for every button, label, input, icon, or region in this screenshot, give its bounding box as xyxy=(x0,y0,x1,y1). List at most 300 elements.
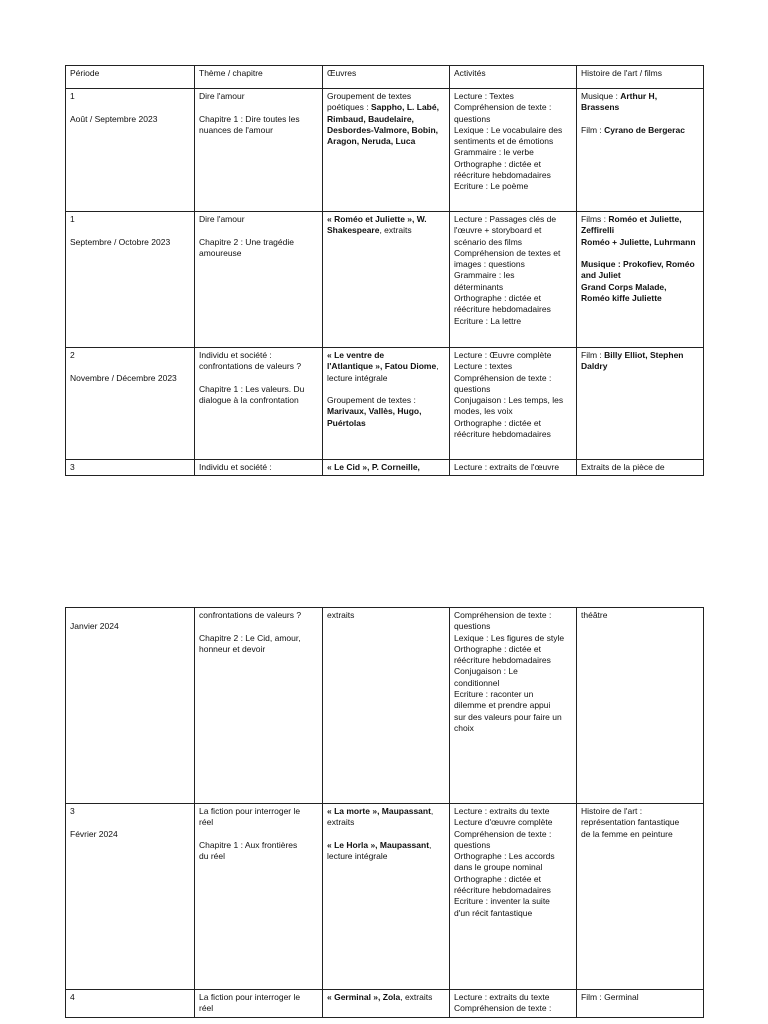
cell-line xyxy=(454,666,572,677)
text: confrontations de valeurs ? xyxy=(199,361,302,372)
text: amoureuse xyxy=(199,247,242,258)
text: Chapitre 1 : Les valeurs. Du xyxy=(199,383,305,394)
text: 1 xyxy=(70,91,75,101)
text: Orthographe : dictée et xyxy=(454,293,541,304)
cell-activites xyxy=(450,89,577,212)
text: Orthographe : dictée et xyxy=(454,417,541,428)
cell-line xyxy=(199,851,318,862)
text: poétiques : xyxy=(327,102,371,113)
text: Compréhension de texte : xyxy=(454,1003,552,1014)
cell-line xyxy=(454,1003,572,1014)
cell-line xyxy=(454,429,572,440)
text: conditionnel xyxy=(454,677,500,688)
text: Lecture : extraits du texte xyxy=(454,806,550,816)
bold-text: l'Atlantique », Fatou Diome xyxy=(327,361,437,372)
bold-text: Zeffirelli xyxy=(581,225,615,236)
cell-oeuvres xyxy=(323,460,450,476)
cell-theme xyxy=(195,608,323,804)
text: Film : xyxy=(581,124,605,135)
cell-periode xyxy=(66,212,195,348)
cell-histoire-art xyxy=(577,990,704,1018)
text: dans le groupe nominal xyxy=(454,862,543,873)
header-theme: Thème / chapitre xyxy=(195,66,323,89)
text: Septembre / Octobre 2023 xyxy=(70,236,171,247)
table-row xyxy=(66,460,704,476)
text: Individu et société : xyxy=(199,462,272,472)
cell-line xyxy=(454,304,572,315)
text: 1 xyxy=(70,214,75,224)
cell-line xyxy=(581,248,699,259)
text: 3 xyxy=(70,806,75,816)
cell-line xyxy=(454,406,572,417)
cell-line xyxy=(70,214,190,225)
cell-line xyxy=(581,270,699,281)
bold-text: Cyrano de Bergerac xyxy=(604,124,685,135)
cell-line xyxy=(454,885,572,896)
text: , xyxy=(436,361,439,372)
text: , xyxy=(429,839,432,850)
text: Individu et société : xyxy=(199,350,272,360)
cell-activites xyxy=(450,608,577,804)
cell-line xyxy=(199,114,318,125)
cell-theme xyxy=(195,804,323,990)
cell-line xyxy=(199,373,318,384)
text: Lecture : Œuvre complète xyxy=(454,350,552,360)
text: 4 xyxy=(70,992,75,1002)
cell-line xyxy=(199,840,318,851)
table-row xyxy=(66,212,704,348)
cell-line xyxy=(199,361,318,372)
cell-line xyxy=(327,806,445,817)
bold-text: Billy Elliot, Stephen xyxy=(604,350,684,360)
table-row xyxy=(66,804,704,990)
cell-line xyxy=(454,610,572,621)
cell-line xyxy=(454,114,572,125)
text: confrontations de valeurs ? xyxy=(199,610,302,620)
cell-line xyxy=(327,214,445,225)
text: sur des valeurs pour faire un xyxy=(454,711,562,722)
cell-line xyxy=(199,225,318,236)
cell-line xyxy=(327,91,445,102)
text: images : questions xyxy=(454,259,525,270)
cell-periode xyxy=(66,460,195,476)
cell-activites xyxy=(450,804,577,990)
text: , extraits xyxy=(400,992,433,1002)
cell-line xyxy=(454,817,572,828)
text: théâtre xyxy=(581,610,608,620)
program-table-page-2 xyxy=(65,607,704,1018)
header-periode: Période xyxy=(66,66,195,89)
bold-text: Daldry xyxy=(581,361,608,372)
cell-line xyxy=(327,384,445,395)
cell-line xyxy=(327,125,445,136)
bold-text: Roméo et Juliette, xyxy=(608,214,682,224)
cell-line xyxy=(70,992,190,1003)
cell-line xyxy=(454,91,572,102)
cell-line xyxy=(327,114,445,125)
cell-periode xyxy=(66,804,195,990)
text: Lecture : extraits du texte xyxy=(454,992,550,1002)
cell-line xyxy=(70,610,190,621)
cell-line xyxy=(454,147,572,158)
text: La fiction pour interroger le xyxy=(199,806,301,816)
cell-line xyxy=(199,91,318,102)
cell-line xyxy=(454,225,572,236)
text: Novembre / Décembre 2023 xyxy=(70,372,177,383)
text: Groupement de textes xyxy=(327,91,412,101)
cell-line xyxy=(70,462,190,473)
text: questions xyxy=(454,621,491,632)
cell-line xyxy=(199,237,318,248)
cell-line xyxy=(454,170,572,181)
text: Compréhension de texte : xyxy=(454,102,552,113)
header-activites: Activités xyxy=(450,66,577,89)
text: Conjugaison : Les temps, les xyxy=(454,395,564,406)
cell-line xyxy=(199,350,318,361)
cell-line xyxy=(454,270,572,281)
text: dialogue à la confrontation xyxy=(199,395,299,406)
table-row xyxy=(66,608,704,804)
program-table-page-1 xyxy=(65,65,704,476)
text: lecture intégrale xyxy=(327,851,388,862)
text: questions xyxy=(454,113,491,124)
text: extraits xyxy=(327,610,355,620)
text: Compréhension de textes et xyxy=(454,247,561,258)
text: , xyxy=(430,806,434,816)
text: Orthographe : dictée et xyxy=(454,873,541,884)
cell-line xyxy=(199,817,318,828)
cell-line xyxy=(70,829,190,840)
cell-theme xyxy=(195,212,323,348)
cell-line xyxy=(581,462,699,473)
bold-text: Aragon, Neruda, Luca xyxy=(327,136,416,147)
cell-line xyxy=(454,373,572,384)
text: Conjugaison : Le xyxy=(454,666,518,677)
cell-line xyxy=(327,350,445,361)
table-row xyxy=(66,348,704,460)
header-histoire-art: Histoire de l'art / films xyxy=(577,66,704,89)
text: Lecture : Textes xyxy=(454,91,514,101)
cell-theme xyxy=(195,348,323,460)
text: réécriture hebdomadaires xyxy=(454,885,551,896)
text: , extraits xyxy=(379,225,412,236)
cell-line xyxy=(327,992,445,1003)
cell-line xyxy=(199,395,318,406)
text: Chapitre 2 : Une tragédie xyxy=(199,236,294,247)
text: Films : xyxy=(581,214,609,224)
cell-line xyxy=(199,1003,318,1014)
text: honneur et devoir xyxy=(199,643,266,654)
table-row xyxy=(66,89,704,212)
cell-line xyxy=(454,316,572,327)
cell-line xyxy=(454,840,572,851)
cell-line xyxy=(581,125,699,136)
cell-line xyxy=(327,851,445,862)
cell-line xyxy=(327,462,445,473)
cell-line xyxy=(454,395,572,406)
cell-line xyxy=(581,237,699,248)
cell-line xyxy=(327,406,445,417)
cell-histoire-art xyxy=(577,348,704,460)
bold-text: Puértolas xyxy=(327,417,366,428)
cell-line xyxy=(199,214,318,225)
cell-line xyxy=(454,655,572,666)
text: Musique : xyxy=(581,91,621,101)
text: Compréhension de texte : xyxy=(454,610,552,620)
cell-line xyxy=(454,125,572,136)
cell-line xyxy=(454,908,572,919)
cell-line xyxy=(454,633,572,644)
cell-line xyxy=(581,282,699,293)
text: questions xyxy=(454,839,491,850)
text: représentation fantastique xyxy=(581,817,680,828)
cell-line xyxy=(454,282,572,293)
cell-line xyxy=(70,225,190,236)
bold-text: Roméo kiffe Juliette xyxy=(581,293,662,304)
text: scénario des films xyxy=(454,236,523,247)
cell-theme xyxy=(195,460,323,476)
text: réécriture hebdomadaires xyxy=(454,170,551,181)
cell-histoire-art xyxy=(577,804,704,990)
cell-line xyxy=(70,373,190,384)
cell-line xyxy=(199,621,318,632)
text: Extraits de la pièce de xyxy=(581,462,665,472)
bold-text: Brassens xyxy=(581,102,620,113)
bold-text: « La morte », Maupassant xyxy=(327,806,431,816)
cell-line xyxy=(454,418,572,429)
cell-line xyxy=(199,644,318,655)
cell-line xyxy=(454,159,572,170)
text: réécriture hebdomadaires xyxy=(454,304,551,315)
cell-line xyxy=(327,829,445,840)
text: du réel xyxy=(199,851,225,862)
cell-line xyxy=(327,225,445,236)
bold-text: « Le Horla », Maupassant xyxy=(327,839,430,850)
cell-oeuvres xyxy=(323,608,450,804)
cell-line xyxy=(70,91,190,102)
cell-theme xyxy=(195,89,323,212)
cell-line xyxy=(454,102,572,113)
cell-line xyxy=(454,136,572,147)
cell-line xyxy=(454,384,572,395)
cell-periode xyxy=(66,990,195,1018)
bold-text: « Germinal », Zola xyxy=(327,992,401,1002)
cell-line xyxy=(581,806,699,817)
text: questions xyxy=(454,383,491,394)
bold-text: Rimbaud, Baudelaire, xyxy=(327,113,414,124)
cell-line xyxy=(581,817,699,828)
text: Orthographe : dictée et xyxy=(454,643,541,654)
cell-line xyxy=(454,700,572,711)
cell-line xyxy=(327,395,445,406)
cell-line xyxy=(327,373,445,384)
text: réécriture hebdomadaires xyxy=(454,655,551,666)
text: Compréhension de texte : xyxy=(454,372,552,383)
cell-line xyxy=(454,462,572,473)
cell-oeuvres xyxy=(323,990,450,1018)
cell-activites xyxy=(450,460,577,476)
text: Groupement de textes : xyxy=(327,395,416,406)
cell-line xyxy=(454,259,572,270)
cell-line xyxy=(199,829,318,840)
cell-line xyxy=(454,350,572,361)
text: Compréhension de texte : xyxy=(454,828,552,839)
cell-line xyxy=(327,610,445,621)
cell-line xyxy=(327,102,445,113)
cell-line xyxy=(70,102,190,113)
text: réel xyxy=(199,817,214,828)
cell-line xyxy=(581,225,699,236)
text: dilemme et prendre appui xyxy=(454,700,551,711)
bold-text: Desbordes-Valmore, Bobin, xyxy=(327,124,438,135)
text: Lecture : extraits de l'œuvre xyxy=(454,462,560,472)
cell-line xyxy=(454,874,572,885)
text: Lecture : Passages clés de xyxy=(454,214,557,224)
cell-line xyxy=(70,350,190,361)
text: l'œuvre + storyboard et xyxy=(454,225,542,236)
table-row xyxy=(66,990,704,1018)
cell-line xyxy=(581,610,699,621)
cell-line xyxy=(199,125,318,136)
cell-line xyxy=(581,350,699,361)
cell-line xyxy=(199,384,318,395)
cell-line xyxy=(581,829,699,840)
cell-line xyxy=(327,840,445,851)
cell-line xyxy=(454,851,572,862)
cell-line xyxy=(199,248,318,259)
cell-activites xyxy=(450,348,577,460)
header-oeuvres: Œuvres xyxy=(323,66,450,89)
text: Film : Germinal xyxy=(581,992,639,1002)
bold-text: « Le Cid », P. Corneille, xyxy=(327,462,420,472)
text: 3 xyxy=(70,462,75,472)
text: modes, les voix xyxy=(454,406,513,417)
cell-activites xyxy=(450,990,577,1018)
cell-line xyxy=(327,817,445,828)
bold-text: Roméo + Juliette, Luhrmann xyxy=(581,236,696,247)
cell-line xyxy=(199,633,318,644)
text: Grammaire : le verbe xyxy=(454,147,534,158)
text: Chapitre 2 : Le Cid, amour, xyxy=(199,632,301,643)
cell-line xyxy=(70,361,190,372)
text: Février 2024 xyxy=(70,828,118,839)
text: d'un récit fantastique xyxy=(454,907,533,918)
cell-oeuvres xyxy=(323,89,450,212)
cell-line xyxy=(454,689,572,700)
cell-line xyxy=(581,361,699,372)
bold-text: Shakespeare xyxy=(327,225,380,236)
text: Dire l'amour xyxy=(199,214,245,224)
cell-line xyxy=(454,678,572,689)
cell-line xyxy=(454,621,572,632)
cell-line xyxy=(70,806,190,817)
text: réécriture hebdomadaires xyxy=(454,429,551,440)
cell-histoire-art xyxy=(577,608,704,804)
bold-text: Arthur H, xyxy=(620,91,658,101)
cell-line xyxy=(454,644,572,655)
cell-line xyxy=(199,102,318,113)
cell-line xyxy=(327,418,445,429)
cell-periode xyxy=(66,89,195,212)
cell-oeuvres xyxy=(323,348,450,460)
text: Lecture : textes xyxy=(454,361,513,372)
table-header-row xyxy=(66,66,704,89)
cell-periode xyxy=(66,348,195,460)
bold-text: Marivaux, Vallès, Hugo, xyxy=(327,406,422,417)
text: Grammaire : les xyxy=(454,270,515,281)
text: nuances de l'amour xyxy=(199,124,273,135)
text: Ecriture : Le poème xyxy=(454,181,529,192)
cell-line xyxy=(199,806,318,817)
cell-line xyxy=(581,102,699,113)
text: Lecture d'œuvre complète xyxy=(454,817,553,828)
text: réel xyxy=(199,1003,214,1014)
cell-line xyxy=(454,806,572,817)
cell-activites xyxy=(450,212,577,348)
cell-line xyxy=(454,712,572,723)
bold-text: Grand Corps Malade, xyxy=(581,281,667,292)
cell-line xyxy=(454,181,572,192)
bold-text: Musique : Prokofiev, Roméo xyxy=(581,259,695,270)
text: La fiction pour interroger le xyxy=(199,992,301,1002)
text: Ecriture : inventer la suite xyxy=(454,896,550,907)
text: déterminants xyxy=(454,281,504,292)
cell-line xyxy=(454,896,572,907)
cell-line xyxy=(581,992,699,1003)
text: Août / Septembre 2023 xyxy=(70,113,158,124)
text: Orthographe : dictée et xyxy=(454,158,541,169)
cell-oeuvres xyxy=(323,804,450,990)
cell-histoire-art xyxy=(577,89,704,212)
cell-line xyxy=(70,621,190,632)
cell-periode xyxy=(66,608,195,804)
text: Chapitre 1 : Aux frontières xyxy=(199,839,298,850)
cell-line xyxy=(199,610,318,621)
cell-line xyxy=(454,214,572,225)
cell-line xyxy=(454,361,572,372)
text: lecture intégrale xyxy=(327,372,388,383)
cell-line xyxy=(327,136,445,147)
cell-line xyxy=(454,862,572,873)
cell-line xyxy=(581,293,699,304)
text: Dire l'amour xyxy=(199,91,245,101)
cell-line xyxy=(199,992,318,1003)
cell-oeuvres xyxy=(323,212,450,348)
text: Chapitre 1 : Dire toutes les xyxy=(199,113,300,124)
text: de la femme en peinture xyxy=(581,828,673,839)
text: Film : xyxy=(581,350,605,360)
cell-line xyxy=(70,817,190,828)
bold-text: « Le ventre de xyxy=(327,350,385,360)
cell-histoire-art xyxy=(577,212,704,348)
text: Ecriture : La lettre xyxy=(454,315,522,326)
text: Ecriture : raconter un xyxy=(454,689,534,700)
cell-line xyxy=(327,361,445,372)
cell-line xyxy=(199,462,318,473)
text: Histoire de l'art : xyxy=(581,806,643,816)
bold-text: Sappho, L. Labé, xyxy=(370,102,439,113)
bold-text: « Roméo et Juliette », W. xyxy=(327,214,427,224)
cell-line xyxy=(70,114,190,125)
text: choix xyxy=(454,722,474,733)
cell-line xyxy=(454,293,572,304)
cell-theme xyxy=(195,990,323,1018)
text: Lexique : Le vocabulaire des xyxy=(454,124,563,135)
cell-line xyxy=(581,259,699,270)
cell-line xyxy=(581,214,699,225)
text: Janvier 2024 xyxy=(70,621,119,632)
text: 2 xyxy=(70,350,75,360)
